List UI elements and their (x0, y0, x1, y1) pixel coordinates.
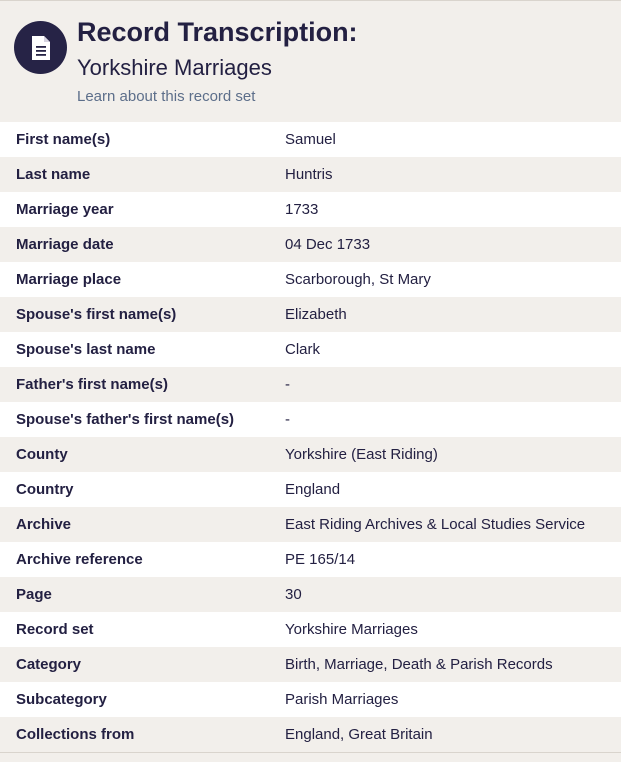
table-row (0, 122, 621, 157)
field-value: - (285, 411, 290, 428)
table-row (0, 472, 621, 507)
field-value: Elizabeth (285, 306, 347, 323)
record-set-subtitle: Yorkshire Marriages (77, 55, 272, 80)
table-row (0, 297, 621, 332)
field-value: Huntris (285, 166, 333, 183)
field-value: 1733 (285, 201, 319, 218)
field-value: PE 165/14 (285, 551, 356, 568)
field-label: Last name (16, 166, 91, 183)
field-label: First name(s) (16, 131, 111, 148)
field-value: England (285, 481, 341, 498)
field-value: Clark (285, 341, 321, 358)
table-row (0, 332, 621, 367)
field-label: Record set (16, 621, 94, 638)
field-label: Marriage year (16, 201, 114, 218)
field-value: 30 (285, 586, 302, 603)
field-label: County (16, 446, 68, 463)
field-value: England, Great Britain (285, 726, 433, 743)
table-row (0, 577, 621, 612)
table-row (0, 612, 621, 647)
field-value: Samuel (285, 131, 336, 148)
table-row (0, 227, 621, 262)
field-label: Category (16, 656, 82, 673)
field-label: Spouse's father's first name(s) (16, 411, 235, 428)
field-label: Subcategory (16, 691, 107, 708)
table-row (0, 192, 621, 227)
field-label: Spouse's first name(s) (16, 306, 177, 323)
table-row (0, 542, 621, 577)
page-title: Record Transcription: (77, 17, 358, 47)
table-row (0, 682, 621, 717)
learn-about-record-set-link[interactable]: Learn about this record set (77, 88, 256, 105)
table-row (0, 507, 621, 542)
table-row (0, 717, 621, 752)
field-label: Page (16, 586, 52, 603)
document-icon (14, 21, 67, 74)
field-label: Marriage date (16, 236, 114, 253)
field-label: Father's first name(s) (16, 376, 168, 393)
field-value: Yorkshire (East Riding) (285, 446, 438, 463)
field-label: Archive (16, 516, 72, 533)
field-value: Yorkshire Marriages (285, 621, 418, 638)
field-value: Parish Marriages (285, 691, 399, 708)
field-label: Archive reference (16, 551, 143, 568)
field-label: Country (16, 481, 74, 498)
record-details-table (0, 122, 621, 753)
field-value: - (285, 376, 290, 393)
table-row (0, 367, 621, 402)
field-value: Birth, Marriage, Death & Parish Records (285, 656, 553, 673)
field-value: 04 Dec 1733 (285, 236, 371, 253)
table-row (0, 402, 621, 437)
table-row (0, 157, 621, 192)
field-label: Spouse's last name (16, 341, 156, 358)
table-row (0, 647, 621, 682)
table-row (0, 262, 621, 297)
field-label: Marriage place (16, 271, 122, 288)
table-row (0, 437, 621, 472)
field-value: Scarborough, St Mary (285, 271, 431, 288)
record-header (0, 1, 621, 122)
field-value: East Riding Archives & Local Studies Service (285, 516, 586, 533)
field-label: Collections from (16, 726, 135, 743)
